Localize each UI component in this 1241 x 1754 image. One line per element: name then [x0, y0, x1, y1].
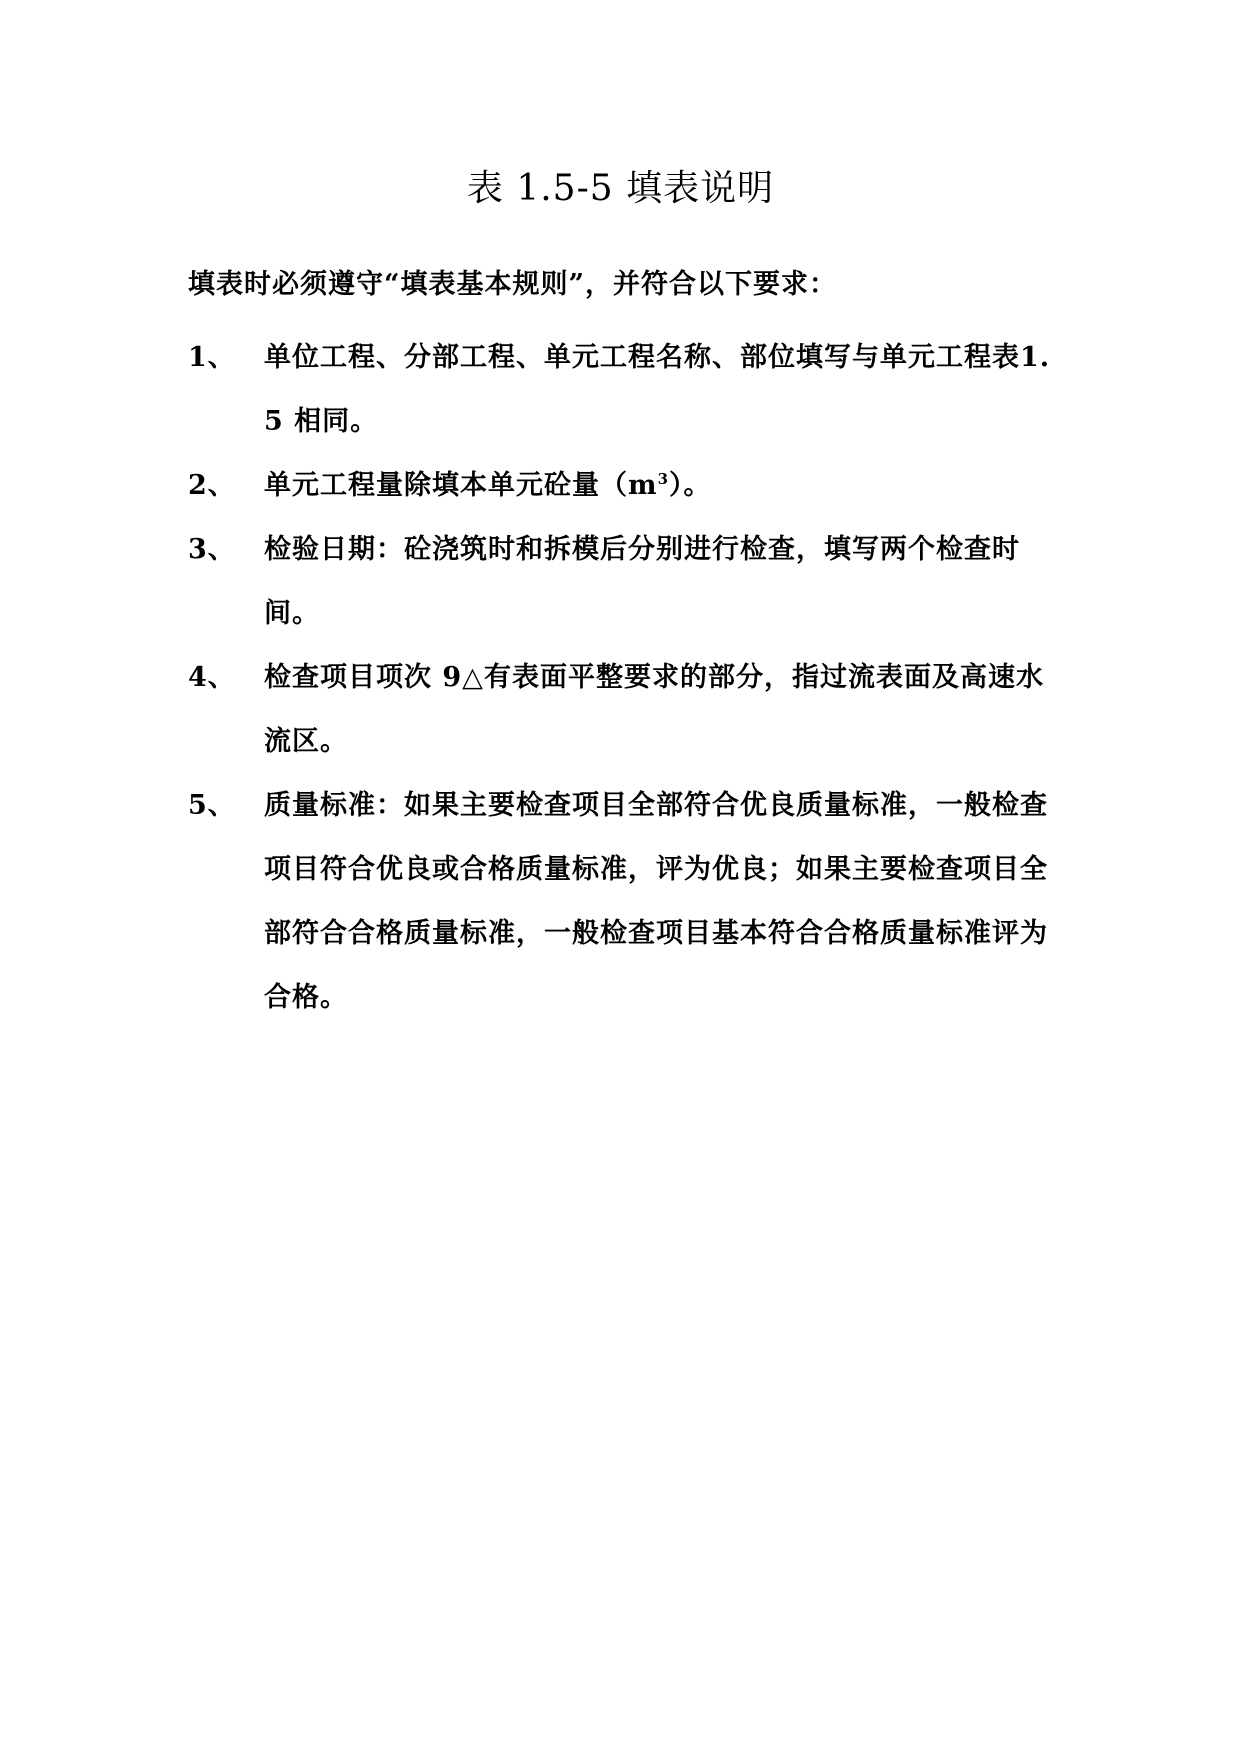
page-title: 表 1.5-5 填表说明 — [466, 168, 775, 209]
list-item — [188, 774, 1068, 1030]
item-number: 5、 — [188, 790, 236, 821]
list-item — [188, 454, 1068, 518]
list-item — [188, 518, 1068, 646]
instruction-list — [188, 326, 1068, 1030]
superscript: 3 — [657, 470, 670, 488]
item-number: 2、 — [188, 470, 236, 501]
item-text-before: 单元工程量除填本单元砼量（m — [264, 470, 658, 501]
item-number: 4、 — [188, 662, 236, 693]
item-text: 检查项目项次 9△有表面平整要求的部分，指过流表面及高速水流区。 — [264, 662, 1044, 757]
item-text-after: ）。 — [669, 470, 712, 501]
item-number: 3、 — [188, 534, 236, 565]
item-text: 检验日期：砼浇筑时和拆模后分别进行检查，填写两个检查时间。 — [264, 534, 1020, 629]
list-item — [188, 326, 1068, 454]
item-text — [264, 454, 1068, 518]
item-text: 单位工程、分部工程、单元工程名称、部位填写与单元工程表1.5 相同。 — [264, 342, 1051, 437]
item-number: 1、 — [188, 342, 236, 373]
list-item — [188, 646, 1068, 774]
intro-text: 填表时必须遵守“填表基本规则”，并符合以下要求： — [188, 269, 838, 300]
item-text: 质量标准：如果主要检查项目全部符合优良质量标准，一般检查项目符合优良或合格质量标准，评为优良；如果主要检查项目全部符合合格质量标准，一般检查项目基本符合合格质量标准评为合格。 — [264, 790, 1048, 1013]
